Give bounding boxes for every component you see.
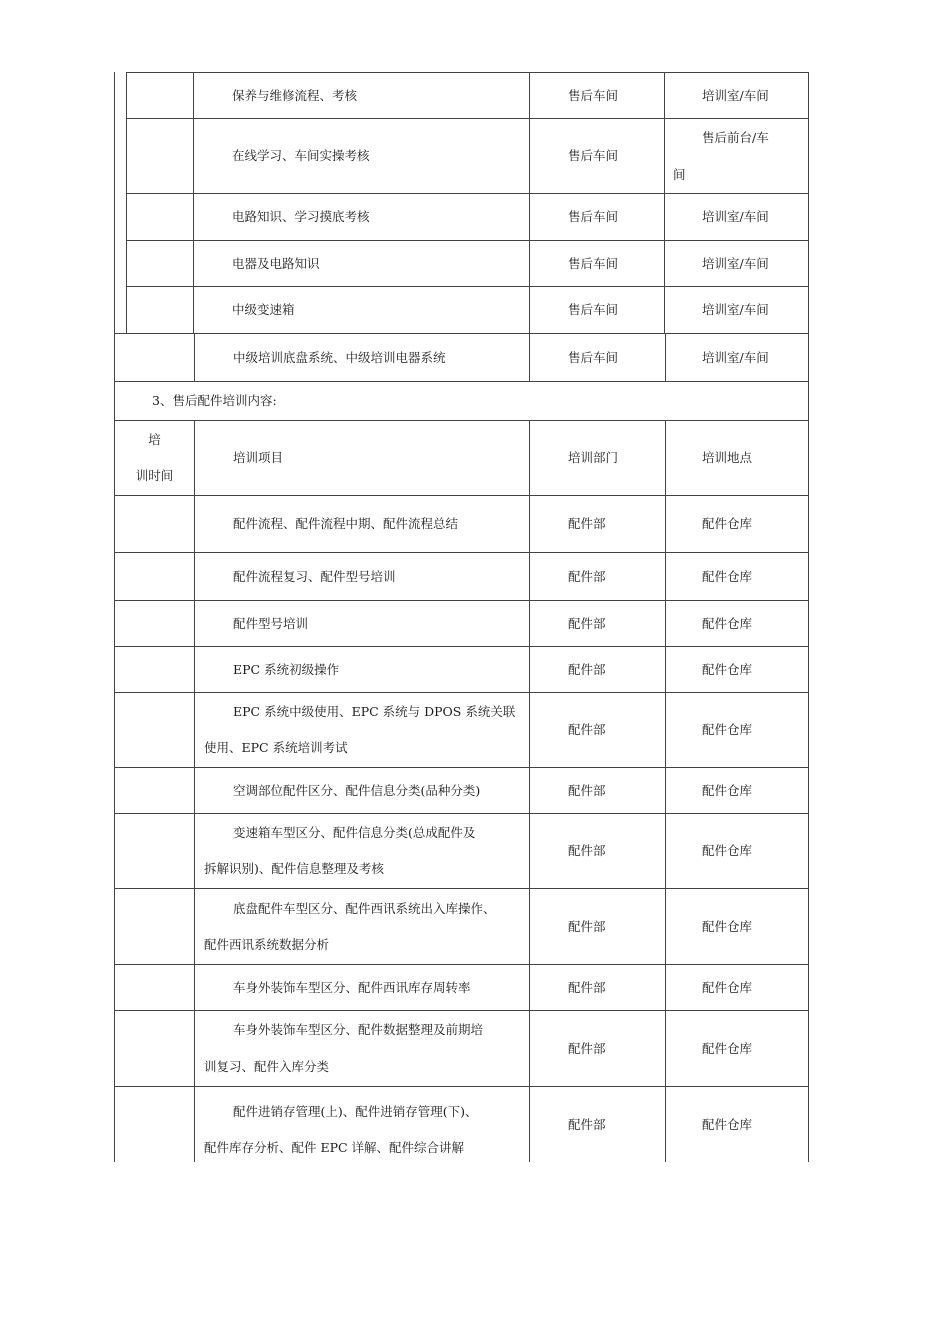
upper-row-place: 培训室/车间 [702,209,769,224]
parts-row-item: 配件西讯系统数据分析 [204,937,330,952]
upper-row-item: 电器及电路知识 [232,256,320,271]
parts-row-item: 拆解识别)、配件信息整理及考核 [204,861,384,876]
parts-row-dept: 配件部 [568,980,606,995]
upper-row-item: 保养与维修流程、考核 [232,88,358,103]
parts-row-dept: 配件部 [568,843,606,858]
parts-row-item: 配件型号培训 [233,616,309,631]
table-border [665,420,666,1162]
table-border [529,334,530,381]
parts-row-place: 配件仓库 [702,783,753,798]
table-border [114,72,115,334]
table-border [126,72,127,334]
table-border [126,72,809,73]
parts-row-item: 配件流程、配件流程中期、配件流程总结 [233,516,459,531]
parts-row-place: 配件仓库 [702,516,753,531]
parts-row-item: EPC 系统初级操作 [233,662,340,677]
parts-row-dept: 配件部 [568,722,606,737]
parts-row-item: 空调部位配件区分、配件信息分类(品种分类) [233,783,481,798]
parts-row-item: 配件进销存管理(上)、配件进销存管理(下)、 [233,1104,478,1119]
table-border [126,118,809,119]
parts-row-item: 配件流程复习、配件型号培训 [233,569,396,584]
parts-row-dept: 配件部 [568,516,606,531]
section-heading: 3、售后配件培训内容: [152,393,277,408]
table-border [808,334,809,1162]
parts-row-place: 配件仓库 [702,662,753,677]
table-border [529,420,530,1162]
upper-row-dept: 售后车间 [568,148,619,163]
parts-row-place: 配件仓库 [702,919,753,934]
table-border [114,1010,809,1011]
parts-row-place: 配件仓库 [702,843,753,858]
parts-row-item: 车身外装饰车型区分、配件数据整理及前期培 [233,1022,484,1037]
parts-row-item: 变速箱车型区分、配件信息分类(总成配件及 [233,825,476,840]
upper-row-place: 培训室/车间 [702,350,769,365]
table-border [114,333,809,334]
upper-row-place: 培训室/车间 [702,302,769,317]
header-place: 培训地点 [702,450,753,465]
upper-row-item: 电路知识、学习摸底考核 [232,209,370,224]
upper-row-dept: 售后车间 [568,209,619,224]
table-border [126,286,809,287]
upper-row-place: 间 [673,167,686,182]
parts-row-dept: 配件部 [568,1117,606,1132]
table-border [114,964,809,965]
header-time: 训时间 [135,468,174,483]
upper-row-dept: 售后车间 [568,88,619,103]
table-border [114,600,809,601]
parts-row-place: 配件仓库 [702,1117,753,1132]
table-border [665,334,666,381]
parts-row-item: 车身外装饰车型区分、配件西讯库存周转率 [233,980,471,995]
upper-row-place: 培训室/车间 [702,256,769,271]
upper-row-item: 中级变速箱 [232,302,295,317]
upper-row-item: 在线学习、车间实操考核 [232,148,370,163]
parts-row-place: 配件仓库 [702,569,753,584]
parts-row-place: 配件仓库 [702,722,753,737]
table-border [114,767,809,768]
table-border [664,72,665,334]
table-border [194,420,195,1162]
table-border [126,240,809,241]
parts-row-item: 底盘配件车型区分、配件西讯系统出入库操作、 [233,901,496,916]
table-border [114,420,809,421]
upper-row-place: 培训室/车间 [702,88,769,103]
upper-row-dept: 售后车间 [568,256,619,271]
parts-row-dept: 配件部 [568,783,606,798]
upper-row-dept: 售后车间 [568,350,619,365]
parts-row-dept: 配件部 [568,919,606,934]
parts-row-dept: 配件部 [568,616,606,631]
table-border [114,646,809,647]
parts-row-place: 配件仓库 [702,980,753,995]
parts-row-dept: 配件部 [568,662,606,677]
table-border [808,72,809,334]
parts-row-item: 配件库存分析、配件 EPC 详解、配件综合讲解 [204,1140,465,1155]
parts-row-dept: 配件部 [568,1041,606,1056]
parts-row-item: 训复习、配件入库分类 [204,1059,330,1074]
parts-row-item: EPC 系统中级使用、EPC 系统与 DPOS 系统关联 [233,704,516,719]
table-border [194,334,195,381]
table-border [529,72,530,334]
upper-row-dept: 售后车间 [568,302,619,317]
table-border [114,552,809,553]
table-border [193,72,194,334]
parts-row-place: 配件仓库 [702,616,753,631]
upper-row-place: 售后前台/车 [702,130,769,145]
table-border [114,888,809,889]
parts-row-place: 配件仓库 [702,1041,753,1056]
table-border [114,692,809,693]
table-border [114,381,809,382]
table-border [114,813,809,814]
header-item: 培训项目 [233,450,284,465]
parts-row-item: 使用、EPC 系统培训考试 [204,740,348,755]
upper-row-item: 中级培训底盘系统、中级培训电器系统 [233,350,446,365]
table-border [114,495,809,496]
table-border [114,1086,809,1087]
table-border [126,193,809,194]
parts-row-dept: 配件部 [568,569,606,584]
header-dept: 培训部门 [568,450,619,465]
header-time: 培 [148,432,161,447]
